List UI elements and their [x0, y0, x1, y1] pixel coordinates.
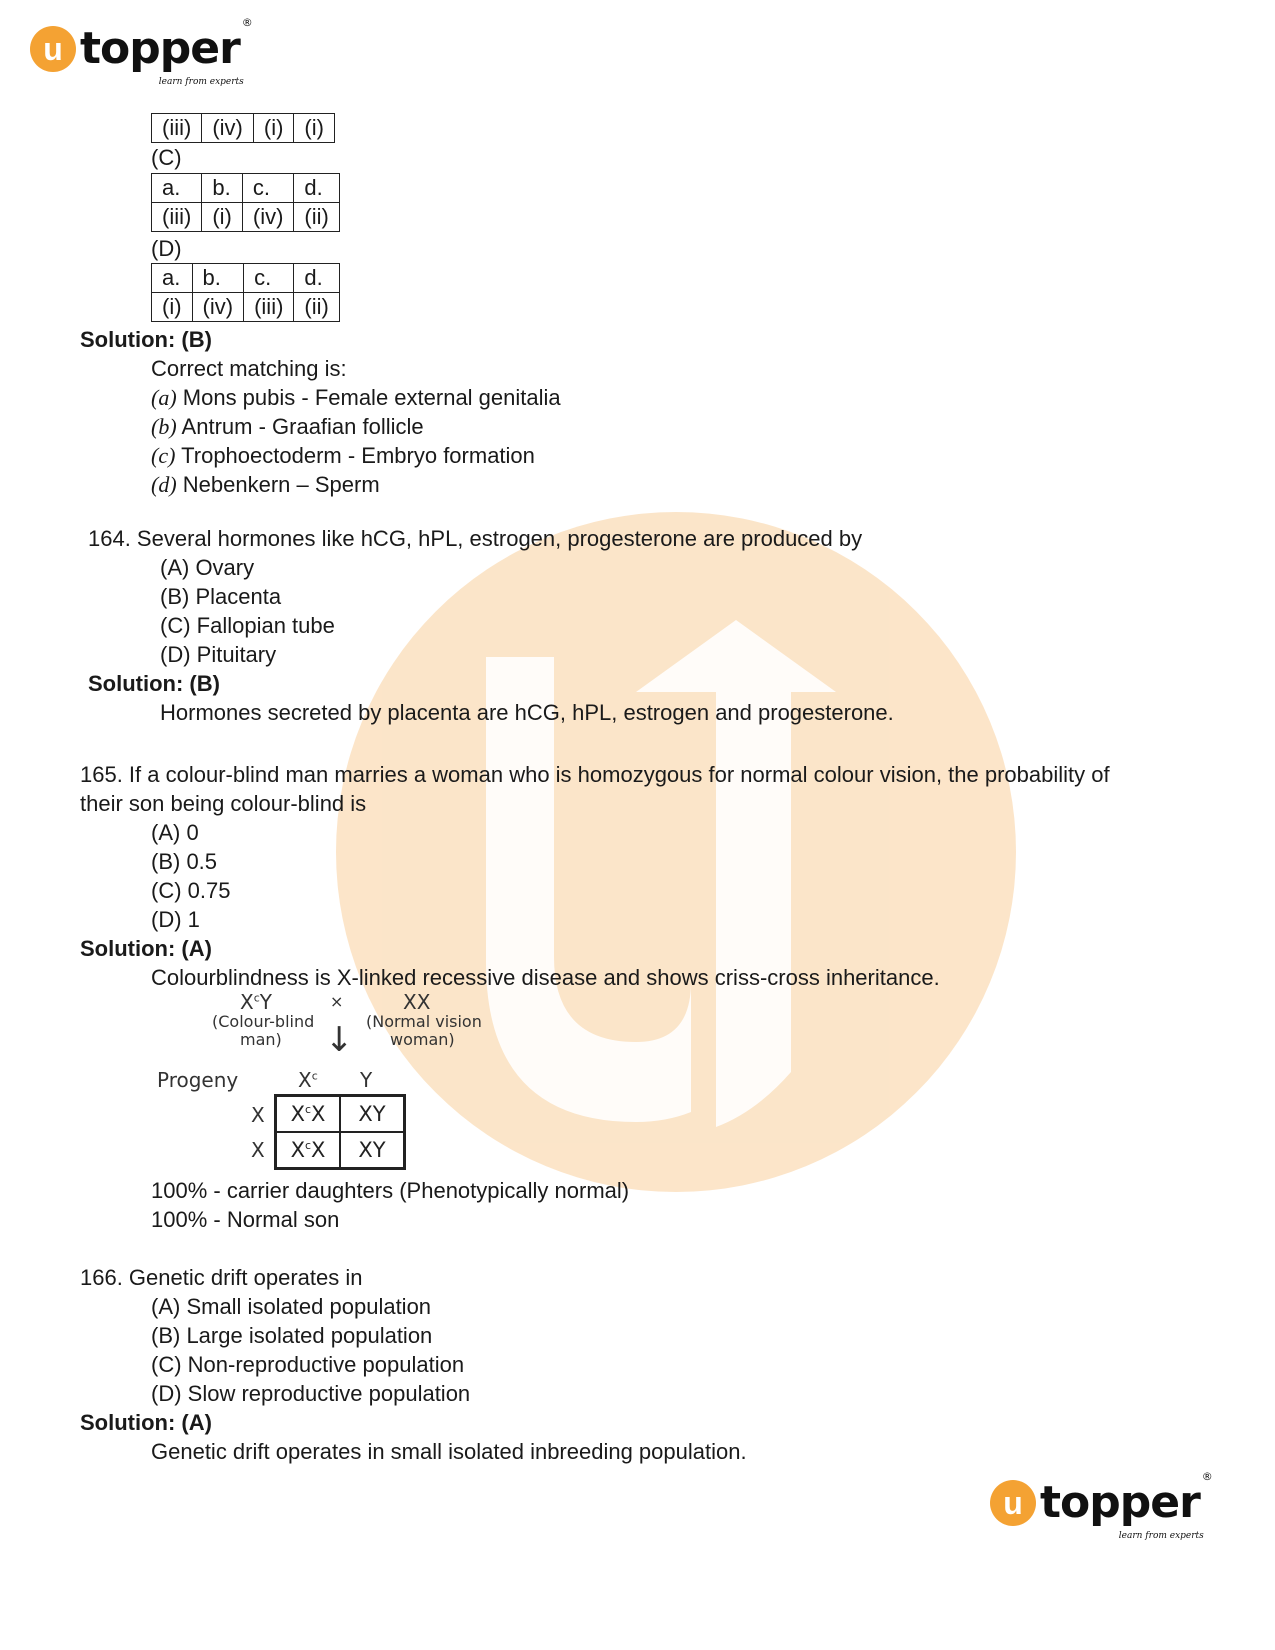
- option-item: (A) 0: [151, 820, 199, 845]
- female-genotype: XX: [403, 990, 431, 1014]
- match-item: (c) Trophoectoderm - Embryo formation: [151, 443, 535, 468]
- male-genotype: $X^cY$: [240, 990, 272, 1014]
- solution-text: Hormones secreted by placenta are hCG, hPL, estrogen and progesterone.: [160, 700, 894, 725]
- option-item: (D) Slow reproductive population: [151, 1381, 471, 1406]
- solution-label: Solution: (A): [80, 1410, 212, 1435]
- table-header: c.: [242, 174, 294, 203]
- option-d-table: [151, 263, 340, 322]
- match-item: (d) Nebenkern – Sperm: [151, 472, 380, 497]
- registered-mark: ®: [1201, 1470, 1212, 1483]
- table-header: b.: [192, 264, 244, 293]
- brand-logo-top: [30, 16, 252, 87]
- punnett-cell: XY: [340, 1132, 405, 1169]
- solution-intro: Correct matching is:: [151, 356, 347, 381]
- option-item: (B) Placenta: [160, 584, 282, 609]
- cross-sign: ×: [330, 992, 344, 1011]
- solution-text: Genetic drift operates in small isolated inbreeding population.: [151, 1439, 747, 1464]
- punnett-cell: $X^cX$: [276, 1096, 341, 1133]
- option-b-answer-table: [151, 113, 335, 143]
- brand-logo-bottom: [990, 1470, 1212, 1541]
- table-header: a.: [152, 174, 202, 203]
- table-cell: (iii): [152, 203, 202, 232]
- table-cell: (iii): [244, 293, 294, 322]
- table-header: b.: [202, 174, 243, 203]
- question-165-line-2: their son being colour-blind is: [80, 791, 367, 816]
- table-cell: (iv): [192, 293, 244, 322]
- table-cell: (iv): [242, 203, 294, 232]
- table-cell: (iv): [202, 114, 254, 143]
- table-cell: (i): [202, 203, 243, 232]
- punnett-square: [274, 1094, 406, 1170]
- punnett-cell: XY: [340, 1096, 405, 1133]
- gamete-x: X: [251, 1103, 265, 1127]
- option-item: (B) Large isolated population: [151, 1323, 433, 1348]
- option-item: (A) Ovary: [160, 555, 255, 580]
- table-header: a.: [152, 264, 193, 293]
- result-text: 100% - carrier daughters (Phenotypically normal): [151, 1178, 630, 1203]
- table-cell: (i): [294, 114, 335, 143]
- option-item: (D) Pituitary: [160, 642, 277, 667]
- table-cell: (i): [253, 114, 294, 143]
- option-c-label: (C): [151, 145, 182, 170]
- option-item: (A) Small isolated population: [151, 1294, 432, 1319]
- option-d-label: (D): [151, 236, 182, 261]
- watermark-logo: [336, 512, 1016, 1192]
- progeny-label: Progeny: [157, 1068, 239, 1092]
- result-text: 100% - Normal son: [151, 1207, 340, 1232]
- brand-name: topper: [80, 23, 240, 74]
- question-165-line-1: 165. If a colour-blind man marries a woman who is homozygous for normal colour vision, the probability of: [80, 762, 1110, 787]
- option-item: (C) Fallopian tube: [160, 613, 335, 638]
- punnett-cell: $X^cX$: [276, 1132, 341, 1169]
- table-cell: (iii): [152, 114, 202, 143]
- option-item: (D) 1: [151, 907, 200, 932]
- brand-name: topper: [1040, 1477, 1200, 1528]
- solution-label: Solution: (A): [80, 936, 212, 961]
- female-description: (Normal vision: [366, 1012, 482, 1031]
- gamete-y: Y: [360, 1068, 373, 1092]
- brand-tagline: learn from experts: [1118, 1531, 1204, 1541]
- brand-tagline: learn from experts: [158, 77, 244, 87]
- option-c-table: [151, 173, 340, 232]
- question-164: 164. Several hormones like hCG, hPL, estrogen, progesterone are produced by: [88, 526, 863, 551]
- table-cell: (ii): [294, 293, 339, 322]
- down-arrow-icon: ↓: [325, 1020, 354, 1060]
- table-header: d.: [294, 264, 339, 293]
- solution-text: Colourblindness is X-linked recessive disease and shows criss-cross inheritance.: [151, 965, 940, 990]
- match-item: (b) Antrum - Graafian follicle: [151, 414, 424, 439]
- match-item: (a) Mons pubis - Female external genitalia: [151, 385, 561, 410]
- watermark-u-arrow-icon: [336, 512, 1016, 1192]
- registered-mark: ®: [241, 16, 252, 29]
- option-item: (C) 0.75: [151, 878, 231, 903]
- table-header: d.: [294, 174, 339, 203]
- male-description: man): [240, 1030, 282, 1049]
- table-header: c.: [244, 264, 294, 293]
- solution-label: Solution: (B): [80, 327, 212, 352]
- brand-u-icon: u: [30, 26, 76, 72]
- male-description: (Colour-blind: [212, 1012, 315, 1031]
- gamete-xc: $X^c$: [298, 1068, 318, 1092]
- question-166: 166. Genetic drift operates in: [80, 1265, 363, 1290]
- table-cell: (ii): [294, 203, 339, 232]
- female-description: woman): [390, 1030, 455, 1049]
- brand-u-icon: u: [990, 1480, 1036, 1526]
- table-cell: (i): [152, 293, 193, 322]
- option-item: (B) 0.5: [151, 849, 218, 874]
- gamete-x: X: [251, 1138, 265, 1162]
- solution-label: Solution: (B): [88, 671, 220, 696]
- option-item: (C) Non-reproductive population: [151, 1352, 465, 1377]
